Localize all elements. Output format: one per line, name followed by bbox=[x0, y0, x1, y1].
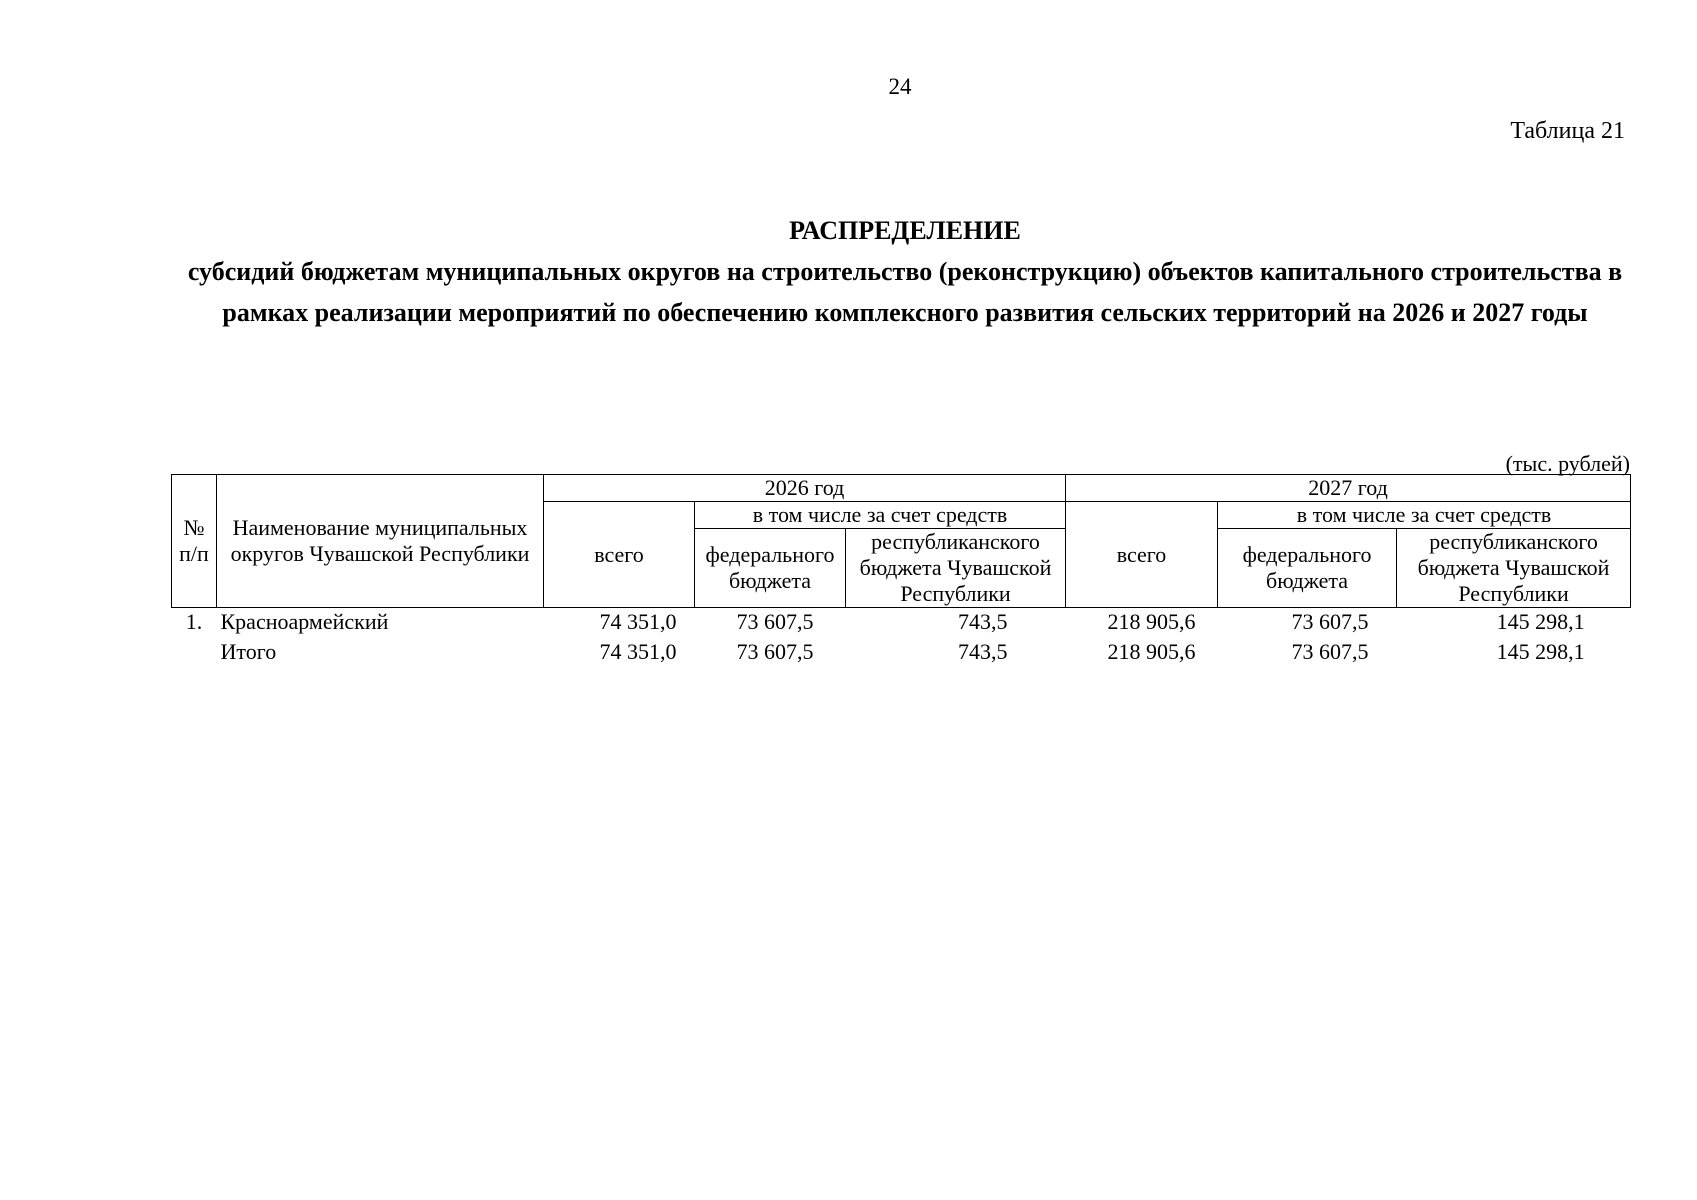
row-2026-total: 74 351,0 bbox=[599, 609, 677, 634]
row-2027-republic: 145 298,1 bbox=[1496, 609, 1585, 634]
document-heading bbox=[160, 210, 1650, 333]
header-2026-federal: федерального бюджета bbox=[695, 529, 846, 608]
row-name: Итого bbox=[220, 639, 277, 664]
row-2026-total: 74 351,0 bbox=[599, 639, 677, 664]
row-name: Красноармейский bbox=[220, 609, 389, 634]
page-number: 24 bbox=[888, 74, 912, 99]
units-note: (тыс. рублей) bbox=[1505, 451, 1630, 476]
header-name: Наименование муниципальных округов Чувашской Республики bbox=[217, 475, 544, 608]
document-subtitle: субсидий бюджетам муниципальных округов на строительство (реконструкцию) объектов капитального строительства в рамках реализации мероприятий по обеспечению комплексного развития сельских территорий на 2026 и 2027 годы bbox=[187, 257, 1623, 327]
header-2027-including: в том числе за счет средств bbox=[1218, 502, 1631, 529]
table-row bbox=[172, 608, 1631, 638]
row-2027-federal: 73 607,5 bbox=[1291, 609, 1369, 634]
row-2027-federal: 73 607,5 bbox=[1291, 639, 1369, 664]
header-year-2026: 2026 год bbox=[544, 475, 1066, 502]
table-label: Таблица 21 bbox=[1510, 118, 1625, 144]
row-2026-republic: 743,5 bbox=[958, 609, 1008, 634]
document-title: РАСПРЕДЕЛЕНИЕ bbox=[789, 216, 1021, 245]
header-2026-republic: республиканского бюджета Чувашской Республики bbox=[846, 529, 1066, 608]
row-2026-federal: 73 607,5 bbox=[736, 639, 814, 664]
distribution-table bbox=[171, 474, 1631, 667]
header-2026-including: в том числе за счет средств bbox=[695, 502, 1066, 529]
header-2026-total: всего bbox=[544, 502, 695, 608]
header-2027-total: всего bbox=[1066, 502, 1218, 608]
table-row-total bbox=[172, 637, 1631, 667]
header-2027-federal: федерального бюджета bbox=[1218, 529, 1397, 608]
row-2026-republic: 743,5 bbox=[958, 639, 1008, 664]
row-number: 1. bbox=[185, 609, 203, 634]
row-2026-federal: 73 607,5 bbox=[736, 609, 814, 634]
header-year-2027: 2027 год bbox=[1066, 475, 1631, 502]
row-2027-total: 218 905,6 bbox=[1107, 609, 1196, 634]
header-num: № п/п bbox=[172, 475, 217, 608]
row-2027-total: 218 905,6 bbox=[1107, 639, 1196, 664]
header-2027-republic: республиканского бюджета Чувашской Республики bbox=[1397, 529, 1631, 608]
row-number bbox=[172, 637, 217, 667]
row-2027-republic: 145 298,1 bbox=[1496, 639, 1585, 664]
